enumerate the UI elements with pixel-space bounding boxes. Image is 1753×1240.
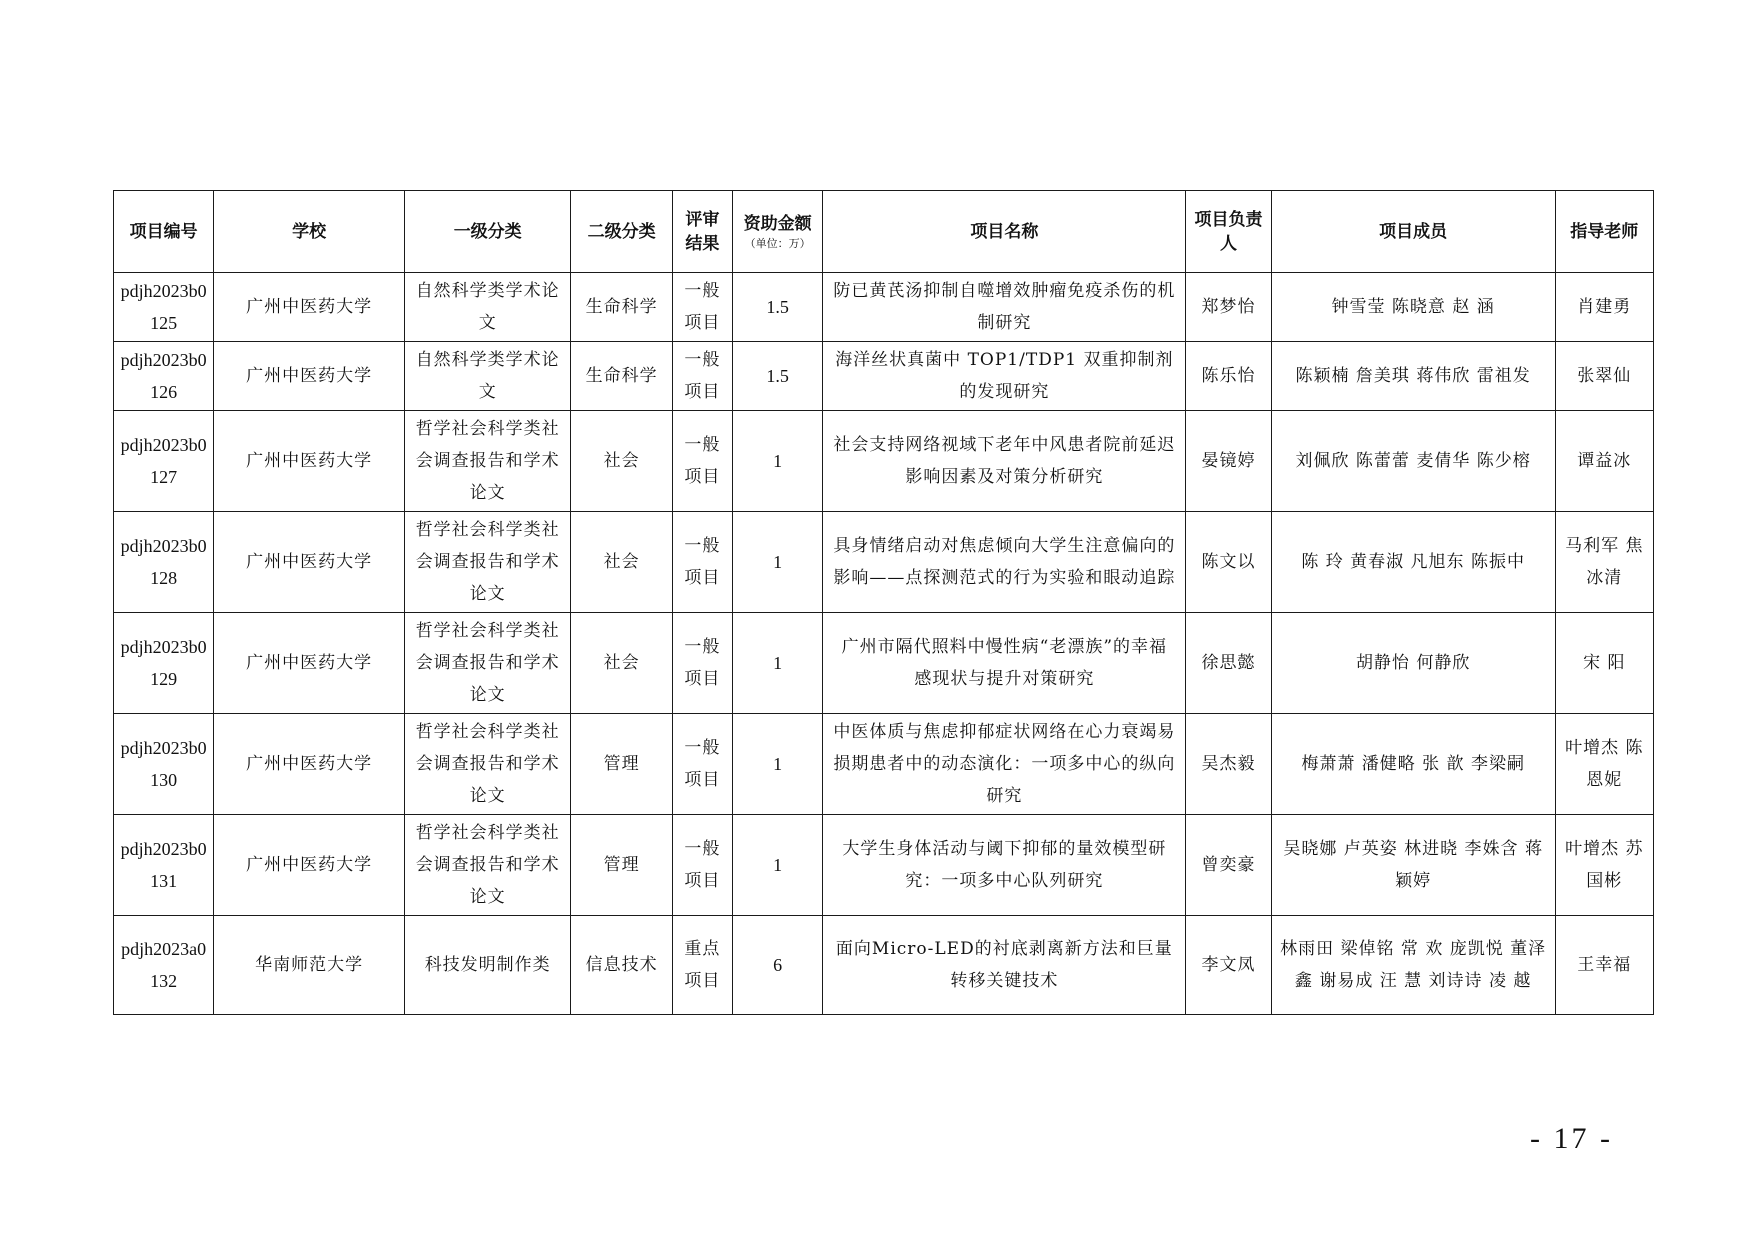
table-row — [114, 411, 1654, 512]
cell-project-name: 海洋丝状真菌中 TOP1/TDP1 双重抑制剂的发现研究 — [823, 342, 1186, 411]
header-funding — [732, 191, 822, 273]
cell-school: 广州中医药大学 — [214, 613, 405, 714]
header-project-name: 项目名称 — [823, 191, 1186, 273]
cell-review-result: 一般项目 — [672, 273, 732, 342]
cell-project-name: 大学生身体活动与阈下抑郁的量效模型研究：一项多中心队列研究 — [823, 815, 1186, 916]
cell-project-id: pdjh2023b0128 — [114, 512, 214, 613]
cell-advisor: 叶增杰 苏国彬 — [1555, 815, 1653, 916]
cell-review-result: 一般项目 — [672, 815, 732, 916]
cell-members: 钟雪莹 陈晓意 赵 涵 — [1271, 273, 1555, 342]
cell-project-id: pdjh2023a0132 — [114, 916, 214, 1015]
cell-project-name: 社会支持网络视域下老年中风患者院前延迟影响因素及对策分析研究 — [823, 411, 1186, 512]
cell-category-1: 哲学社会科学类社会调查报告和学术论文 — [404, 613, 571, 714]
header-members: 项目成员 — [1271, 191, 1555, 273]
cell-category-2: 社会 — [571, 512, 672, 613]
cell-leader: 吴杰毅 — [1186, 714, 1271, 815]
table-row — [114, 512, 1654, 613]
cell-project-id: pdjh2023b0125 — [114, 273, 214, 342]
cell-category-2: 生命科学 — [571, 342, 672, 411]
header-review-result: 评审结果 — [672, 191, 732, 273]
cell-category-2: 生命科学 — [571, 273, 672, 342]
cell-project-name: 防已黄芪汤抑制自噬增效肿瘤免疫杀伤的机制研究 — [823, 273, 1186, 342]
cell-category-1: 自然科学类学术论文 — [404, 273, 571, 342]
cell-review-result: 一般项目 — [672, 613, 732, 714]
cell-members: 陈 玲 黄春淑 凡旭东 陈振中 — [1271, 512, 1555, 613]
cell-project-name: 广州市隔代照料中慢性病“老漂族”的幸福感现状与提升对策研究 — [823, 613, 1186, 714]
header-funding-unit: （单位：万） — [744, 236, 811, 250]
table-row — [114, 342, 1654, 411]
table-row — [114, 613, 1654, 714]
cell-funding: 1 — [732, 512, 822, 613]
cell-members: 陈颖楠 詹美琪 蒋伟欣 雷祖发 — [1271, 342, 1555, 411]
cell-review-result: 一般项目 — [672, 714, 732, 815]
cell-advisor: 谭益冰 — [1555, 411, 1653, 512]
header-category-2: 二级分类 — [571, 191, 672, 273]
cell-leader: 郑梦怡 — [1186, 273, 1271, 342]
cell-category-1: 哲学社会科学类社会调查报告和学术论文 — [404, 714, 571, 815]
header-funding-label: 资助金额 — [743, 213, 812, 234]
cell-advisor: 叶增杰 陈恩妮 — [1555, 714, 1653, 815]
cell-advisor: 宋 阳 — [1555, 613, 1653, 714]
cell-project-id: pdjh2023b0126 — [114, 342, 214, 411]
cell-review-result: 一般项目 — [672, 342, 732, 411]
cell-funding: 1.5 — [732, 273, 822, 342]
cell-category-2: 管理 — [571, 815, 672, 916]
cell-funding: 1.5 — [732, 342, 822, 411]
cell-project-name: 中医体质与焦虑抑郁症状网络在心力衰竭易损期患者中的动态演化：一项多中心的纵向研究 — [823, 714, 1186, 815]
cell-project-id: pdjh2023b0129 — [114, 613, 214, 714]
cell-project-name: 面向Micro-LED的衬底剥离新方法和巨量转移关键技术 — [823, 916, 1186, 1015]
cell-school: 广州中医药大学 — [214, 815, 405, 916]
cell-funding: 6 — [732, 916, 822, 1015]
cell-leader: 曾奕豪 — [1186, 815, 1271, 916]
cell-school: 广州中医药大学 — [214, 411, 405, 512]
cell-category-2: 信息技术 — [571, 916, 672, 1015]
cell-school: 广州中医药大学 — [214, 512, 405, 613]
cell-funding: 1 — [732, 815, 822, 916]
cell-school: 华南师范大学 — [214, 916, 405, 1015]
cell-category-1: 科技发明制作类 — [404, 916, 571, 1015]
cell-school: 广州中医药大学 — [214, 342, 405, 411]
cell-category-2: 社会 — [571, 411, 672, 512]
cell-category-1: 自然科学类学术论文 — [404, 342, 571, 411]
cell-advisor: 肖建勇 — [1555, 273, 1653, 342]
project-table — [113, 190, 1654, 1015]
header-school: 学校 — [214, 191, 405, 273]
cell-advisor: 王幸福 — [1555, 916, 1653, 1015]
cell-members: 梅萧萧 潘健略 张 歆 李梁嗣 — [1271, 714, 1555, 815]
cell-leader: 徐思懿 — [1186, 613, 1271, 714]
cell-advisor: 马利军 焦冰清 — [1555, 512, 1653, 613]
header-leader: 项目负责人 — [1186, 191, 1271, 273]
cell-category-2: 管理 — [571, 714, 672, 815]
header-row — [114, 191, 1654, 273]
cell-project-id: pdjh2023b0130 — [114, 714, 214, 815]
cell-review-result: 一般项目 — [672, 411, 732, 512]
cell-members: 胡静怡 何静欣 — [1271, 613, 1555, 714]
cell-leader: 陈文以 — [1186, 512, 1271, 613]
cell-project-id: pdjh2023b0131 — [114, 815, 214, 916]
cell-project-id: pdjh2023b0127 — [114, 411, 214, 512]
cell-funding: 1 — [732, 613, 822, 714]
cell-review-result: 一般项目 — [672, 512, 732, 613]
cell-leader: 晏镜婷 — [1186, 411, 1271, 512]
cell-category-1: 哲学社会科学类社会调查报告和学术论文 — [404, 411, 571, 512]
table-row — [114, 714, 1654, 815]
cell-leader: 李文凤 — [1186, 916, 1271, 1015]
cell-funding: 1 — [732, 714, 822, 815]
table-row — [114, 916, 1654, 1015]
cell-category-2: 社会 — [571, 613, 672, 714]
cell-school: 广州中医药大学 — [214, 714, 405, 815]
cell-members: 吴晓娜 卢英姿 林进晓 李姝含 蒋颖婷 — [1271, 815, 1555, 916]
page-number: - 17 - — [1530, 1122, 1613, 1155]
cell-members: 林雨田 梁倬铭 常 欢 庞凯悦 董泽鑫 谢易成 汪 慧 刘诗诗 凌 越 — [1271, 916, 1555, 1015]
header-category-1: 一级分类 — [404, 191, 571, 273]
cell-members: 刘佩欣 陈蕾蕾 麦倩华 陈少榕 — [1271, 411, 1555, 512]
cell-category-1: 哲学社会科学类社会调查报告和学术论文 — [404, 815, 571, 916]
cell-category-1: 哲学社会科学类社会调查报告和学术论文 — [404, 512, 571, 613]
cell-advisor: 张翠仙 — [1555, 342, 1653, 411]
cell-review-result: 重点项目 — [672, 916, 732, 1015]
cell-funding: 1 — [732, 411, 822, 512]
table-row — [114, 815, 1654, 916]
cell-school: 广州中医药大学 — [214, 273, 405, 342]
header-project-id: 项目编号 — [114, 191, 214, 273]
cell-project-name: 具身情绪启动对焦虑倾向大学生注意偏向的影响——点探测范式的行为实验和眼动追踪 — [823, 512, 1186, 613]
header-advisor: 指导老师 — [1555, 191, 1653, 273]
cell-leader: 陈乐怡 — [1186, 342, 1271, 411]
table-row — [114, 273, 1654, 342]
